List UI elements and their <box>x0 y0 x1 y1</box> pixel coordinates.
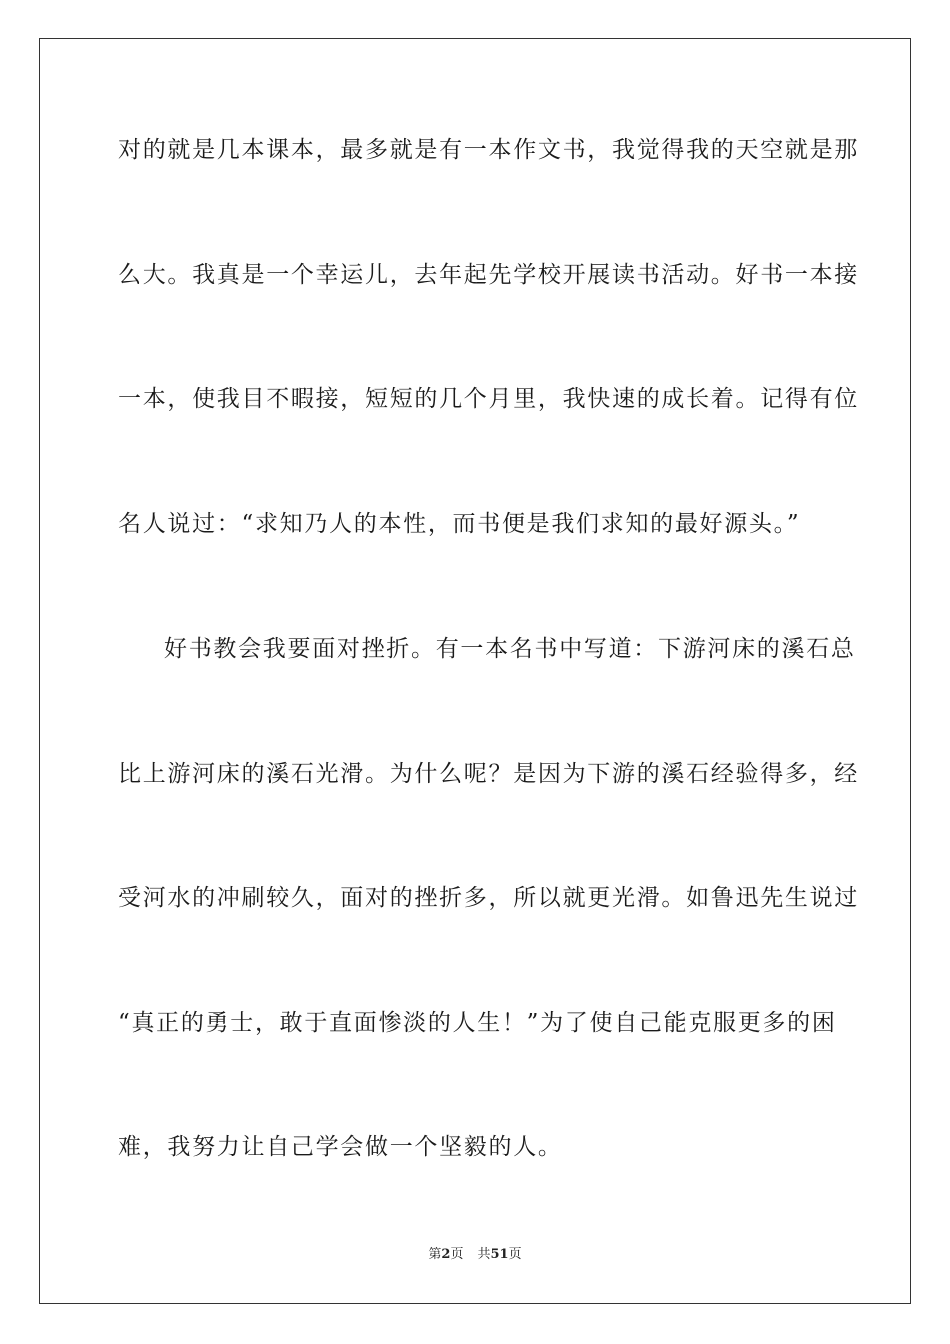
page-prefix: 第 <box>428 1247 442 1262</box>
paragraph-1-line-2: 么大。我真是一个幸运儿，去年起先学校开展读书活动。好书一本接 <box>118 262 859 288</box>
paragraph-1-line-4: 名人说过：“求知乃人的本性，而书便是我们求知的最好源头。” <box>118 511 801 537</box>
paragraph-2-line-2: 比上游河床的溪石光滑。为什么呢？是因为下游的溪石经验得多，经 <box>118 761 859 787</box>
page-number: 2 <box>441 1247 451 1262</box>
total-prefix: 共 <box>477 1247 491 1262</box>
page-footer <box>0 1247 950 1263</box>
paragraph-2-line-3: 受河水的冲刷较久，面对的挫折多，所以就更光滑。如鲁迅先生说过 <box>118 885 859 911</box>
paragraph-1-line-3: 一本，使我目不暇接，短短的几个月里，我快速的成长着。记得有位 <box>118 386 859 412</box>
page-border <box>39 38 911 1304</box>
paragraph-2-line-4: “真正的勇士，敢于直面惨淡的人生！”为了使自己能克服更多的困 <box>118 1010 837 1036</box>
total-pages: 51 <box>490 1247 509 1262</box>
page-suffix: 页 <box>450 1247 464 1262</box>
paragraph-1-line-1: 对的就是几本课本，最多就是有一本作文书，我觉得我的天空就是那 <box>118 137 859 163</box>
paragraph-2-line-1: 好书教会我要面对挫折。有一本名书中写道：下游河床的溪石总 <box>164 636 856 662</box>
paragraph-2-line-5: 难，我努力让自己学会做一个坚毅的人。 <box>118 1134 563 1160</box>
total-suffix: 页 <box>508 1247 522 1262</box>
